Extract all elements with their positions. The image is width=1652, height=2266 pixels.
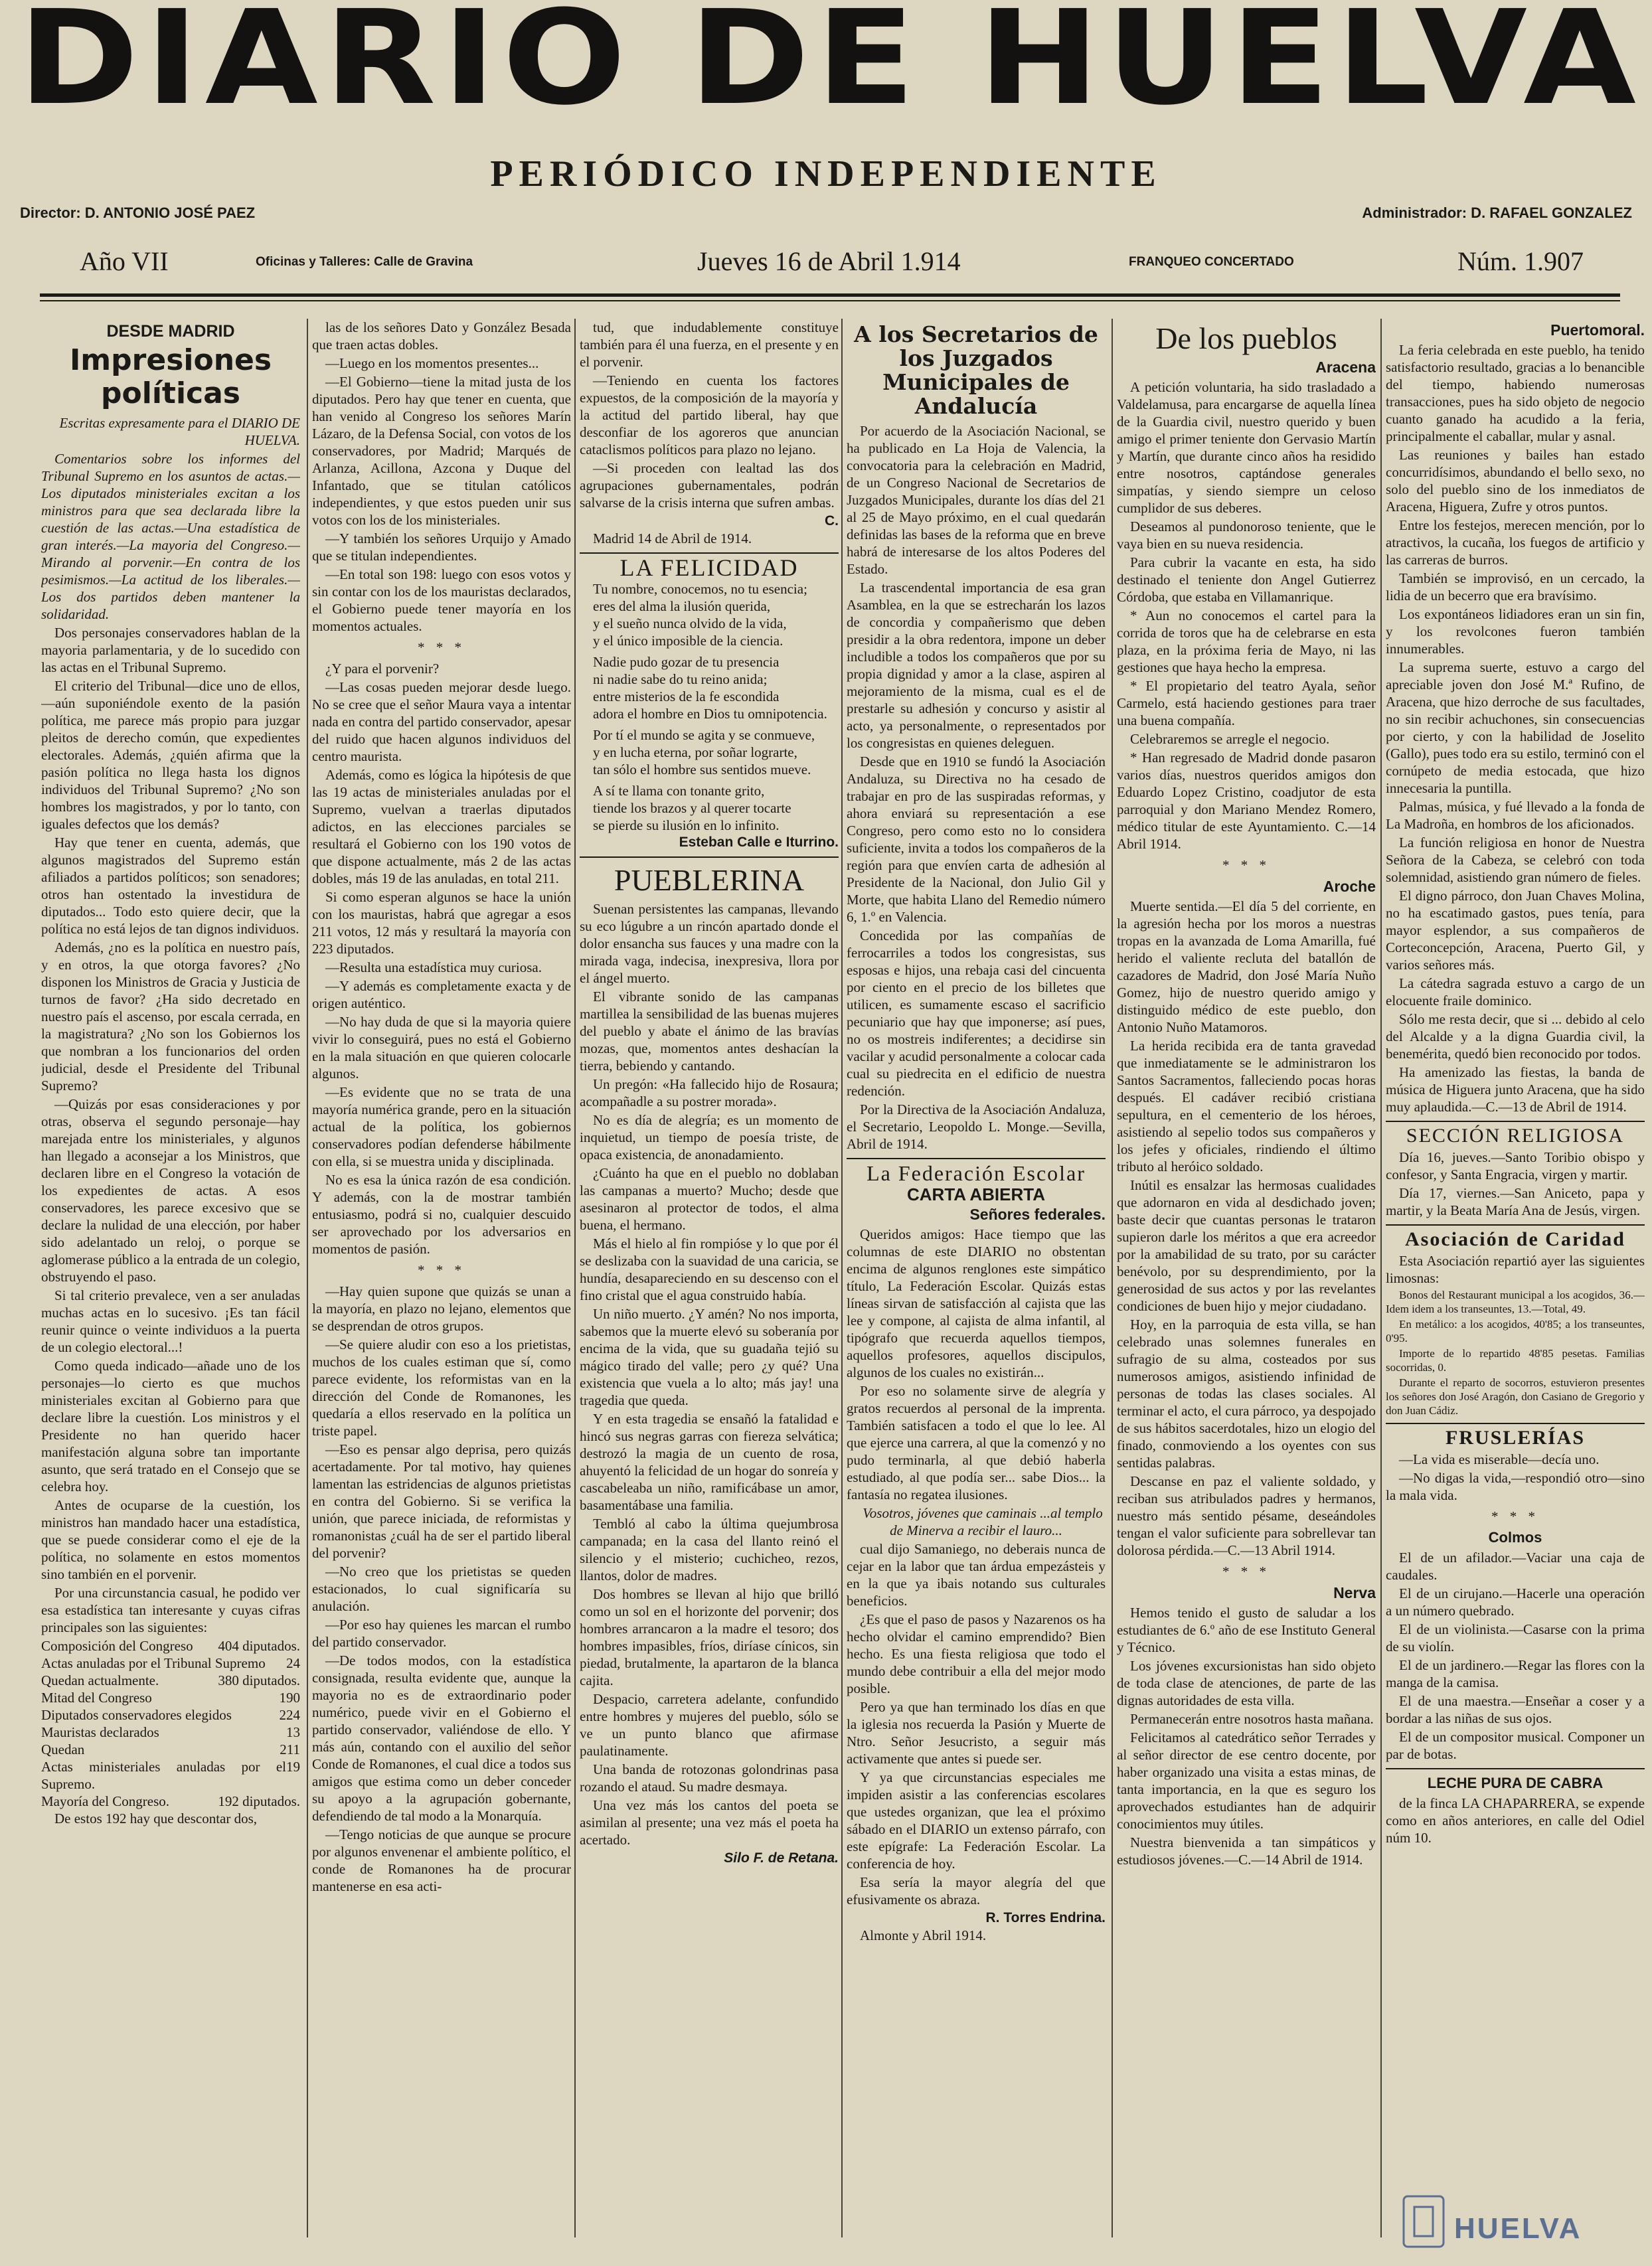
paragraph: Como queda indicado—añade uno de los personajes—lo cierto es que muchos ministeriales excitan al Gobierno para que declare libre la cuestión. Los ministros y el Presidente no han querido hacer manifestación alguna sobre tan importante asunto, que será tratado en el Consejo que se celebra hoy.: [41, 1358, 300, 1495]
issue-year: Año VII: [80, 246, 169, 276]
poem-author: Esteban Calle e Iturrino.: [679, 835, 839, 850]
offices-address: Oficinas y Talleres: Calle de Gravina: [256, 255, 473, 269]
poem-title: LA FELICIDAD: [620, 554, 799, 581]
section-headline: SECCIÓN RELIGIOSA: [1406, 1125, 1625, 1147]
column-6: [1386, 319, 1645, 2237]
paragraph: —No hay duda de que si la mayoria quiere vivir lo conseguirá, pues no está el Gobierno en la mala situación en que quieren colocarle algunos.: [312, 1014, 571, 1082]
poem-line: Tu nombre, conocemos, no tu esencia;: [593, 581, 807, 597]
issue-info-bar: [40, 246, 1620, 279]
rule: [580, 856, 839, 858]
rule: [1386, 1224, 1645, 1226]
column-1: [41, 319, 300, 2237]
stats-row: [41, 1758, 300, 1793]
paragraph: No es esa la única razón de esa condición. Y además, con la de mostrar también entusiasmo, podrá si no, cualquier descuido ser aprovechado por los adversarios en momentos de pasión.: [312, 1172, 571, 1257]
column-divider: [1380, 319, 1382, 2237]
paragraph: Y ya que circunstancias especiales me impiden asistir a las conferencias escolares que ustedes organizan, que lea el próximo sábado en el DIARIO un extenso párrafo, con este epígrafe: La Federación Escolar. La conferencia de hoy.: [847, 1769, 1106, 1872]
paragraph: —Por eso hay quienes les marcan el rumbo del partido conservador.: [312, 1617, 571, 1650]
paragraph: Bonos del Restaurant municipal a los acogidos, 36.—Idem idem a los transeuntes, 13.—Total, 49.: [1386, 1289, 1645, 1315]
issue-number: Núm. 1.907: [1457, 246, 1584, 276]
stats-label: Composición del Congreso: [41, 1638, 193, 1654]
paragraph: —Es evidente que no se trata de una mayoría numérica grande, pero en la situación actual de la política, los gobiernos conservadores podían defenderse hábilmente con ella, si se muestra unida y disciplinada.: [312, 1084, 571, 1169]
column-5: [1117, 319, 1376, 2237]
dateline: Almonte y Abril 1914.: [860, 1927, 987, 1943]
paragraph: Por acuerdo de la Asociación Nacional, se ha publicado en La Hoja de Valencia, la convocatoria para la celebración en Madrid, de un Congreso Nacional de Secretarios de Juzgados Municipales, durante los días del 21 al 25 de Mayo próximo, en el cual quedarán definidas las bases de la reforma que en breve habrá de interesarse de los altos Poderes del Estado.: [847, 423, 1106, 577]
paragraph: —Y además es completamente exacta y de origen auténtico.: [312, 978, 571, 1011]
column-divider: [841, 319, 843, 2237]
rule: [580, 552, 839, 554]
dateline: Madrid 14 de Abril de 1914.: [593, 530, 752, 546]
paragraph: —Si proceden con lealtad las dos agrupaciones gubernamentales, podrán salvarse de la crisis interna que sufren ambas.: [580, 460, 839, 511]
paragraph: El de un jardinero.—Regar las flores con la manga de la camisa.: [1386, 1657, 1645, 1690]
paragraph: El vibrante sonido de las campanas martillea la sensibilidad de las buenas mujeres del pueblo y abate el ánimo de las bravías mozas, que, momentos antes deshacían la tierra, bebiendo y cantando.: [580, 989, 839, 1074]
paragraph: Importe de lo repartido 48'85 pesetas. Familias socorridas, 0.: [1386, 1347, 1645, 1374]
paragraph: Antes de ocuparse de la cuestión, los ministros han mandado hacer una estadística, que se puede considerar como el eje de la política, no solamente en estos momentos sino también en el porvenir.: [41, 1497, 300, 1582]
paragraph: La herida recibida era de tanta gravedad que inmediatamente se le administraron los Santos Sacramentos, falleciendo pocas horas después. El cadáver recibió cristiana sepultura, en el cementerio de los héroes, asistiendo al sepelio todos sus compañeros y los jefes y oficiales, rindiendo el último tributo al heróico soldado.: [1117, 1038, 1376, 1174]
paragraph: Los expontáneos lidiadores eran un sin fin, y los revolcones fueron también innumerables.: [1386, 606, 1645, 657]
newspaper-subtitle: PERIÓDICO INDEPENDIENTE: [490, 153, 1162, 195]
salutation: Señores federales.: [969, 1206, 1106, 1223]
poem-line: y el único imposible de la ciencia.: [593, 633, 784, 649]
paragraph: Día 17, viernes.—San Aniceto, papa y martir, y la Beata María Ana de Jesús, virgen.: [1386, 1185, 1645, 1218]
stats-row: [41, 1793, 300, 1810]
stats-row: [41, 1655, 300, 1672]
article-summary: Comentarios sobre los informes del Tribunal Supremo en los asuntos de actas.—Los diputados ministeriales excitan a los ministros para que sea declarada libre la cuestión de las actas.—Una estadística de gran interés.—La mayoria del Congreso.—Mirando al porvenir.—En contra de los pesimismos.—La actitud de los liberales.—Los dos partidos deben mantener la solidaridad.: [41, 451, 300, 622]
poem-line: Nadie pudo gozar de tu presencia: [593, 654, 780, 670]
paragraph: —Hay quien supone que quizás se unan a la mayoría, en plazo no lejano, elementos que se desprendan de otros grupos.: [312, 1283, 571, 1334]
paragraph: La cátedra sagrada estuvo a cargo de un elocuente fraile dominico.: [1386, 975, 1645, 1009]
masthead-rule-thin: [40, 300, 1620, 301]
paragraph: Vosotros, jóvenes que caminais ...al templo de Minerva a recibir el lauro...: [863, 1505, 1103, 1538]
stats-value: 224: [279, 1707, 300, 1723]
stats-value: 192 diputados.: [218, 1793, 300, 1809]
separator-stars: * * *: [1222, 857, 1270, 873]
paragraph: * El propietario del teatro Ayala, señor Carmelo, está haciendo gestiones para traer una buena compañía.: [1117, 678, 1376, 728]
paragraph: También se improvisó, en un cercado, la lidia de un becerro que era bravísimo.: [1386, 570, 1645, 604]
paragraph: Para cubrir la vacante en esta, ha sido destinado el teniente don Angel Gutierrez Córdoba, que estaba en Villamanrique.: [1117, 554, 1376, 605]
paragraph: —Resulta una estadística muy curiosa.: [325, 959, 542, 975]
paragraph: Desde que en 1910 se fundó la Asociación Andaluza, su Directiva no ha cesado de trabajar en pro de las suspiradas reformas, y ahora enviará su representación a ese Congreso, pero como esto no lo considera suficiente, invita a todos los compañeros de la región para que envíen carta de adhesión al Presidente de la Nacional, don Julio Gil y Morte, que habita Llano del Remedio número 6, 1.º en Valencia.: [847, 754, 1106, 925]
paragraph: El de un afilador.—Vaciar una caja de caudales.: [1386, 1550, 1645, 1583]
paragraph: * Han regresado de Madrid donde pasaron varios días, nuestros queridos amigos don Eduardo Lopez Cristino, coadjutor de esta parroquial y don Mariano Mendez Romero, médico titular de este Ayuntamiento. C.—14 Abril 1914.: [1117, 750, 1376, 852]
poem-line: se pierde su ilusión en lo infinito.: [593, 817, 780, 833]
paragraph: Concedida por las compañías de ferrocarriles a todos los congresistas, sus esposas e hijos, una rebaja casi del cincuenta por ciento en el precio de los billetes que utilicen, es sumamente escaso el sacrificio pecuniario que hay que imponerse; así pues, no os mostreis indiferentes; a decidirse sin vacilar y acudid personalmente a colocar cada cual su piedrecita en el edificio de nuestra redención.: [847, 928, 1106, 1099]
article-author: Silo F. de Retana.: [724, 1850, 839, 1866]
paragraph: —Teniendo en cuenta los factores expuestos, de la composición de la mayoría y la actitud del partido liberal, hay que desconfiar de los agoreros que anuncian cataclismos políticos para plazo no lejano.: [580, 372, 839, 457]
paragraph: Esa sería la mayor alegría del que efusivamente os abraza.: [847, 1874, 1106, 1907]
paragraph: —En total son 198: luego con esos votos y sin contar con los de los mauristas declarados, el Gobierno puede tener mayoría en los momentos actuales.: [312, 566, 571, 634]
stats-row: [41, 1637, 300, 1655]
paragraph: El de una maestra.—Enseñar a coser y a bordar a las niñas de sus ojos.: [1386, 1693, 1645, 1726]
paragraph: Muerte sentida.—El día 5 del corriente, en la agresión hecha por los moros a nuestras tropas en la avanzada de Loma Amarilla, fué herido el valiente recluta del batallón de cazadores de Madrid, don José María Nuño Gomez, hijo de nuestro querido amigo y distinguido médico de este pueblo, don Antonio Nuño Matamoros.: [1117, 898, 1376, 1035]
paragraph: Los jóvenes excursionistas han sido objeto de toda clase de atenciones, de parte de las dignas autoridades de esta villa.: [1117, 1658, 1376, 1708]
paragraph: Una vez más los cantos del poeta se asimilan al presente; una vez más el poeta ha acertado.: [580, 1797, 839, 1848]
column-2: [312, 319, 571, 2237]
paragraph: La feria celebrada en este pueblo, ha tenido satisfactorio resultado, gracias a lo benancible del tiempo, habiendo numerosas transacciones, pues ha sido objeto de negocio cuanto ganado ha acudido a la feria, principalmente el caballar, mular y asnal.: [1386, 342, 1645, 444]
stats-value: 19: [286, 1759, 300, 1775]
rule: [847, 1158, 1106, 1159]
paragraph: El criterio del Tribunal—dice uno de ellos,—aún suponiéndole exento de la pasión política, me parece más propio para juzgar pleitos de derecho común, que expedientes electorales. Además, ¿quién afirma que la pasión política no llega hasta los dignos individuos del Tribunal Supremo? ¿No son hombres los magistrados, y por lo tanto, con iguales defectos que los demás?: [41, 678, 300, 832]
director-line: Director: D. ANTONIO JOSÉ PAEZ: [20, 204, 256, 221]
paragraph: Dos hombres se llevan al hijo que brilló como un sol en el horizonte del porvenir; dos hombres arrancaron a la madre el tesoro; dos hombres impasibles, fríos, diríase cínicos, sin piedad, brutalmente, la apartaron de la blanca cajita.: [580, 1586, 839, 1688]
paragraph: Entre los festejos, merecen mención, por lo atractivos, la cucaña, los fuegos de artificio y las carreras de burros.: [1386, 517, 1645, 568]
poem-line: eres del alma la ilusión querida,: [593, 598, 771, 614]
paragraph: Si tal criterio prevalece, ven a ser anuladas muchas actas en lo sucesivo. ¡Es tan fácil reunir quince o veinte individuos a la puerta de un colegio electoral...!: [41, 1287, 300, 1355]
stats-row: [41, 1672, 300, 1689]
newspaper-title: DIARIO DE HUELVA: [18, 0, 1642, 134]
paragraph: A petición voluntaria, ha sido trasladado a Valdelamusa, para encargarse de aquella línea de la Guardia civil, nuestro querido y buen amigo el primer teniente don Gervasio Martín y Martín, que durante cinco años ha residido entre nosotros, captándose generales simpatías, y siendo siempre un celoso cumplidor de sus deberes.: [1117, 379, 1376, 516]
paragraph: Felicitamos al catedrático señor Terrades y al señor director de ese centro docente, por haber organizado una visita a estas minas, de tanta importancia, en la que es seguro los aprovechados estudiantes han de adquirir conocimientos muy útiles.: [1117, 1730, 1376, 1832]
paragraph: Esta Asociación repartió ayer las siguientes limosnas:: [1386, 1253, 1645, 1286]
paragraph: Además, como es lógica la hipótesis de que las 19 actas de ministeriales anuladas por el Supremo, vuelvan a traerlas diputados adictos, en las elecciones parciales se resultará el Gobierno con los 190 votos de que dispone actualmente, más 2 de las actas dobles, más 19 de las anuladas, en total 211.: [312, 767, 571, 886]
paragraph: Inútil es ensalzar las hermosas cualidades que adornaron en vida al desdichado joven; baste decir que cuantas personas le trataron supieron darle los méritos a que era acreedor por la amabilidad de su trato, por su carácter benévolo, por su desprendimiento, por la generosidad de sus actos y por las revelantes condiciones de buen hijo y mejor ciudadano.: [1117, 1177, 1376, 1314]
paragraph: Hoy, en la parroquia de esta villa, se han celebrado unas solemnes funerales en sufragio de su alma, costeados por sus numerosos amigos, asistiendo infinidad de personas de todas las clases sociales. Al terminar el acto, el cura párroco, ya despojado de sus hábitos sacerdotales, hizo un elogio del finado, conmoviendo a los oyentes con sus sentidas palabras.: [1117, 1317, 1376, 1471]
poem-line: ni nadie sabe do tu reino anida;: [593, 671, 768, 687]
column-divider: [307, 319, 308, 2237]
paragraph: Si como esperan algunos se hace la unión con los mauristas, habrá que agregar a esos 211 votos, 12 más y resultará la mayoría con 223 diputados.: [312, 889, 571, 957]
paragraph: En metálico: a los acogidos, 40'85; a los transeuntes, 0'95.: [1386, 1318, 1645, 1344]
stats-table: [41, 1637, 300, 1810]
paragraph: Deseamos al pundonoroso teniente, que le vaya bien en su nueva residencia.: [1117, 519, 1376, 552]
paragraph: Tembló al cabo la última quejumbrosa campanada; en la casa del llanto reinó el silencio y el misterio; cuchicheo, rezos, llantos, dolor de madres.: [580, 1516, 839, 1583]
signature: C.: [825, 513, 839, 528]
paragraph: Celebraremos se arregle el negocio.: [1130, 731, 1330, 747]
paragraph: Por una circunstancia casual, he podido ver esa estadística tan interesante y cuyas cifras principales son las siguientes:: [41, 1585, 300, 1635]
column-divider: [1112, 319, 1113, 2237]
paragraph: —Luego en los momentos presentes...: [325, 355, 539, 371]
stats-value: 190: [279, 1690, 300, 1706]
rule: [1386, 1423, 1645, 1424]
poem-line: y en lucha eterna, por soñar lograrte,: [593, 744, 797, 760]
paragraph: Queridos amigos: Hace tiempo que las columnas de este DIARIO no obstentan encima de algunos renglones este simpático título, La Federación Escolar. Quizás estas líneas sirvan de satisfacción al cajista que las lee y compone, al cajista de alma infantil, al tipógrafo que recuerda aquellos tiempos, aquellos profesores, aquellos discipulos, algunos de los cuales no existirán...: [847, 1226, 1106, 1380]
stats-label: Mitad del Congreso: [41, 1690, 152, 1706]
paragraph: Permanecerán entre nosotros hasta mañana.: [1130, 1711, 1374, 1727]
issue-date: Jueves 16 de Abril 1.914: [697, 246, 961, 276]
paragraph: Además, ¿no es la política en nuestro país, y en otros, la que otorga favores? ¿No disponen los Ministros de Gracia y Justicia de turnos de favor? ¿Ha sido decretado en nuestro país el ascenso, por escala cerrada, en la magistratura? ¿No son los Gobiernos los que nombran a los funcionarios del orden judicial, desde el Presidente del Tribunal Supremo?: [41, 939, 300, 1093]
stats-label: Actas ministeriales anuladas por el Supremo.: [41, 1759, 286, 1792]
article-headline: Impresiones políticas: [69, 343, 272, 410]
paragraph: Un pregón: «Ha fallecido hijo de Rosaura; acompañadle a su postrer morada».: [580, 1076, 839, 1109]
paragraph: Día 16, jueves.—Santo Toribio obispo y confesor, y Santa Engracia, virgen y martir.: [1386, 1149, 1645, 1182]
stats-value: 13: [286, 1724, 300, 1740]
paragraph: —El Gobierno—tiene la mitad justa de los diputados. Pero hay que tener en cuenta, que han venido al Congreso los señores Marín Lázaro, de la Defensa Social, con votos de los conservadores, por Madrid; Marqués de Arlanza, Acillona, Azcona y Duque del Infantado, que se titulan católicos independientes, y que estos pueden unir sus votos con los de los ministeriales.: [312, 374, 571, 528]
article-note: Escritas expresamente para el DIARIO DE HUELVA.: [59, 415, 300, 448]
stats-row: [41, 1724, 300, 1741]
stats-row: [41, 1689, 300, 1706]
stats-label: Mauristas declarados: [41, 1724, 159, 1740]
article-headline: La Federación Escolar: [867, 1161, 1086, 1185]
stats-label: Quedan actualmente.: [41, 1672, 159, 1688]
administrador-line: Administrador: D. RAFAEL GONZALEZ: [1362, 204, 1632, 221]
separator-stars: * * *: [1222, 1564, 1270, 1579]
paragraph: tud, que indudablemente constituye también para él una fuerza, en el presente y en el porvenir.: [580, 319, 839, 370]
paragraph: Por eso no solamente sirve de alegría y gratos recuerdos al personal de la imprenta. También satisfacen a todo el que lo lee. Al que ejerce una carrera, al que la comenzó y no pudo terminarla, al que debió haberla estudiado, al que podía ser... sabe Dios... la fantasía no regatea ilusiones.: [847, 1383, 1106, 1502]
paragraph: El de un violinista.—Casarse con la prima de su violín.: [1386, 1621, 1645, 1655]
paragraph: —No creo que los prietistas se queden estacionados, lo cual significaría su anulación.: [312, 1564, 571, 1614]
section-headline: FRUSLERÍAS: [1445, 1427, 1586, 1449]
paragraph: * Aun no conocemos el cartel para la corrida de toros que ha de celebrarse en esta plaza, en la próxima feria de Mayo, ni las gestiones que haya hecho la empresa.: [1117, 607, 1376, 675]
masthead-rule: [40, 293, 1620, 297]
paragraph: Suenan persistentes las campanas, llevando su eco lúgubre a un rincón apartado donde el dolor ensancha sus fauces y una madre con la mirada vaga, indecisa, inexpresiva, llora por el ángel muerto.: [580, 901, 839, 986]
rule: [1386, 1768, 1645, 1769]
paragraph: La suprema suerte, estuvo a cargo del apreciable joven don José M.ª Rufino, de Aracena, que hizo derroche de sus facultades, no sin recibir achuchones, sin consecuencias por cierto, y con la habilidad de Joselito (Gallo), pues todo era su estilo, terminó con el cornúpeto de media estocada, que hizo innecesaria la puntilla.: [1386, 659, 1645, 796]
stats-label: Actas anuladas por el Tribunal Supremo: [41, 1655, 266, 1671]
town-heading: Aracena: [1315, 359, 1376, 376]
paragraph: No es día de alegría; es un momento de inquietud, un tiempo de poesía triste, de opaca existencia, de anonadamiento.: [580, 1112, 839, 1163]
archive-logo-text: HUELVA: [1454, 2212, 1582, 2245]
advert-text: de la finca LA CHAPARRERA, se expende como en años anteriores, en calle del Odiel núm 10.: [1386, 1795, 1645, 1846]
archive-logo: [1401, 2191, 1620, 2251]
paragraph: Pero ya que han terminado los días en que la iglesia nos recuerda la Pasión y Muerte de Ntro. Señor Jesucristo, a seguir más activamente que antes si puede ser.: [847, 1699, 1106, 1767]
franqueo-label: FRANQUEO CONCERTADO: [1129, 255, 1294, 269]
town-heading: Nerva: [1333, 1584, 1376, 1601]
paragraph: Y en esta tragedia se ensañó la fatalidad e hincó sus negras garras con fiereza selvática; destrozó la magia de un cuento de rosa, ahuyentó la felicidad de un hogar do sonreía y cascabeleaba un niño, ramificábase un amor, basamentábase una familia.: [580, 1411, 839, 1513]
paragraph: El de un cirujano.—Hacerle una operación a un número quebrado.: [1386, 1585, 1645, 1619]
stats-value: 380 diputados.: [218, 1672, 300, 1688]
paragraph: Ha amenizado las fiestas, la banda de música de Higuera junto Aracena, que ha sido muy aplaudida.—C.—13 de Abril de 1914.: [1386, 1064, 1645, 1115]
poem-line: Por tí el mundo se agita y se conmueve,: [593, 727, 815, 743]
stats-value: 24: [286, 1655, 300, 1671]
paragraph: —Las cosas pueden mejorar desde luego. No se cree que el señor Maura vaya a intentar nada en contra del partido conservador, apesar del ruido que hacen algunos individuos del centro maurista.: [312, 679, 571, 764]
paragraph: las de los señores Dato y González Besada que traen actas dobles.: [312, 319, 571, 353]
masthead: [18, 0, 1642, 136]
paragraph: —Se quiere aludir con eso a los prietistas, muchos de los cuales estiman que sí, como parece evidente, los reformistas van en la dirección del Conde de Romanones, les quedaría a ellos reservado en la política un triste papel.: [312, 1336, 571, 1439]
paragraph: ¿Cuánto ha que en el pueblo no doblaban las campanas a muerto? Mucho; desde que asesinaron al protector de todos, el alma buena, el hermano.: [580, 1165, 839, 1233]
paragraph: —Quizás por esas consideraciones y por otras, observa el segundo personaje—hay marejada entre los ministeriales, y algunos han llegado a aconsejar a los Ministros, que declaren libre en el Congreso la votación de los expedientes de actas. A esos conservadores, les parece excesivo que se declare la nulidad de una elección, por haber sido adelantado un reloj, o porque se aglomerase público a la entrada de un colegio, obstruyendo el paso.: [41, 1096, 300, 1285]
article-headline: A los Secretarios de los Juzgados Municipales de Andalucía: [854, 321, 1098, 419]
stats-row: [41, 1706, 300, 1724]
stats-label: Mayoría del Congreso.: [41, 1793, 170, 1809]
stats-value: 404 diputados.: [218, 1638, 300, 1654]
poem: [580, 580, 839, 834]
paragraph: Palmas, música, y fué llevado a la fonda de La Madroña, en hombros de los aficionados.: [1386, 799, 1645, 832]
paragraph: ¿Y para el porvenir?: [325, 661, 440, 677]
paragraph: —Tengo noticias de que aunque se procure por algunos envenenar el ambiente político, el conde de Romanones ha de procurar mantenerse en esa acti-: [312, 1826, 571, 1894]
town-heading: Puertomoral.: [1550, 321, 1645, 339]
column-3: [580, 319, 839, 2237]
section-header: DESDE MADRID: [106, 322, 235, 341]
paragraph: De estos 192 hay que descontar dos,: [54, 1811, 258, 1826]
town-heading: Aroche: [1323, 878, 1376, 895]
paragraph: La trascendental importancia de esa gran Asamblea, en la que se estrecharán los lazos de concordia y compañerismo que deben presidir a la obra redentora, impone un deber includible a todos los compañeros que por su propia dignidad y amor a la clase, aspiren al mejoramiento de la misma, cual es el de prestarle su adhesión y concurso y asistir al acto, ya personalmente, o representados por los congresistas en quienes deleguen.: [847, 580, 1106, 751]
poem-line: entre misterios de la fe escondida: [593, 688, 780, 704]
separator-stars: * * *: [418, 1262, 465, 1278]
poem-line: adora el hombre en Dios tu omnipotencia.: [593, 706, 827, 722]
stats-label: Quedan: [41, 1741, 85, 1757]
paragraph: La función religiosa en honor de Nuestra Señora de la Cabeza, se celebró con toda solemnidad, asistiendo gran número de fieles.: [1386, 835, 1645, 885]
rule: [1386, 1121, 1645, 1122]
paragraph: Despacio, carretera adelante, confundido entre hombres y mujeres del pueblo, sólo se ve un punto blanco que afirmase paulatinamente.: [580, 1691, 839, 1759]
paragraph: Más el hielo al fin rompióse y lo que por él se deslizaba con la suavidad de una caricia, se hundía, desapareciendo en su descenso con el fino cristal que el agua construido había.: [580, 1236, 839, 1303]
poem-line: y el sueño nunca olvido de la vida,: [593, 615, 787, 631]
paragraph: —No digas la vida,—respondió otro—sino la mala vida.: [1386, 1470, 1645, 1503]
paragraph: Nuestra bienvenida a tan simpáticos y estudiosos jóvenes.—C.—14 Abril de 1914.: [1117, 1834, 1376, 1868]
paragraph: Hay que tener en cuenta, además, que algunos magistrados del Supremo están afiliados a partidos políticos; son senadores; otros han ostentado la investidura de diputados... Todo esto quiere decir, que la política no está lejos de tan dignos individuos.: [41, 835, 300, 937]
paragraph: Sólo me resta decir, que si ... debido al celo del Alcalde y a la digna Guardia civil, la benemérita, quedó bien reconocido por todos.: [1386, 1011, 1645, 1062]
column-divider: [574, 319, 576, 2237]
paragraph: Durante el reparto de socorros, estuvieron presentes los señores don José Aragón, don Casiano de Gregorio y don Juan Cádiz.: [1386, 1376, 1645, 1417]
stats-label: Diputados conservadores elegidos: [41, 1707, 232, 1723]
section-headline: Asociación de Caridad: [1404, 1228, 1625, 1250]
paragraph: El de un compositor musical. Componer un par de botas.: [1386, 1729, 1645, 1762]
poem-line: tiende los brazos y al querer tocarte: [593, 800, 791, 816]
paragraph: Dos personajes conservadores hablan de la mayoria parlamentaria, y de lo sucedido con las actas en el Tribunal Supremo.: [41, 625, 300, 675]
column-4: [847, 319, 1106, 2237]
section-headline: De los pueblos: [1155, 321, 1337, 355]
article-headline: PUEBLERINA: [614, 863, 805, 897]
paragraph: Hemos tenido el gusto de saludar a los estudiantes de 6.º año de ese Instituto General y Técnico.: [1117, 1605, 1376, 1655]
paragraph: ¿Es que el paso de pasos y Nazarenos os ha hecho olvidar el camino emprendido? Bien hecho. Es una fiesta religiosa que todo el mundo debe contribuir a ella del mejor modo posible.: [847, 1611, 1106, 1696]
subsection-heading: Colmos: [1488, 1529, 1542, 1546]
article-author: R. Torres Endrina.: [985, 1910, 1106, 1925]
paragraph: —De todos modos, con la estadística consignada, resulta evidente que, aunque la mayoria no es de extraordinario poder numérico, puede vivir en el Gobierno el partido conservador, valiéndose de ello. Y más aún, contando con el auxilio del señor Conde de Romanones, el cual dice a todos sus amigos que estima como un deber conceder su apoyo a la agrupación gobernante, defendiendo de tal modo a la Monarquía.: [312, 1653, 571, 1824]
paragraph: —Y también los señores Urquijo y Amado que se titulan independientes.: [312, 530, 571, 564]
paragraph: Una banda de rotozonas golondrinas pasa rozando el ataud. Su madre desmaya.: [580, 1761, 839, 1795]
paragraph: Las reuniones y bailes han estado concurridísimos, abundando el bello sexo, no solo del pueblo sino de los inmediatos de Aracena, Higuera, Zufre y otros puntos.: [1386, 447, 1645, 515]
paragraph: cual dijo Samaniego, no deberais nunca de cejar en la labor que tan árdua empezásteis y en la que ya ibais notando sus culturales beneficios.: [847, 1541, 1106, 1609]
paragraph: —La vida es miserable—decía uno.: [1399, 1451, 1600, 1467]
separator-stars: * * *: [1491, 1508, 1539, 1524]
paragraph: Por la Directiva de la Asociación Andaluza, el Secretario, Leopoldo L. Monge.—Sevilla, Abril de 1914.: [847, 1101, 1106, 1152]
stats-row: [41, 1741, 300, 1758]
paragraph: —Eso es pensar algo deprisa, pero quizás acertadamente. Por tal motivo, hay quienes lamentan las estridencias de algunos prietistas en contra del Gobierno. Si se verifica la unión, que parece iniciada, de reformistas y romanonistas ¿cuál ha de ser el partido liberal del porvenir?: [312, 1441, 571, 1561]
stats-value: 211: [280, 1741, 300, 1757]
paragraph: Un niño muerto. ¿Y amén? No nos importa, sabemos que la muerte elevó su soberanía por encima de la vida, que su guadaña tejió su mágico tirado del valle; pero ¿y qué? Una existencia que vuela a lo alto; más jay! una tragedia que queda.: [580, 1306, 839, 1408]
separator-stars: * * *: [418, 639, 465, 655]
paragraph: El digno párroco, don Juan Chaves Molina, no ha escatimado gastos, pues tenía, para mayor esplendor, a sus compañeros de Corteconcepción, Aracena, Puerto Gil, y varios señores más.: [1386, 888, 1645, 973]
advert-heading: LECHE PURA DE CABRA: [1427, 1775, 1604, 1791]
poem-line: A sí te llama con tonante grito,: [593, 783, 765, 799]
poem-line: tan sólo el hombre sus sentidos mueve.: [593, 762, 811, 777]
paragraph: Descanse en paz el valiente soldado, y reciban sus atribulados padres y hermanos, nuestro más sentido pésame, deseándoles tengan el valor suficiente para sobrellevar tan dolorosa pérdida.—C.—13 Abril 1914.: [1117, 1473, 1376, 1558]
article-subheadline: CARTA ABIERTA: [907, 1184, 1045, 1204]
